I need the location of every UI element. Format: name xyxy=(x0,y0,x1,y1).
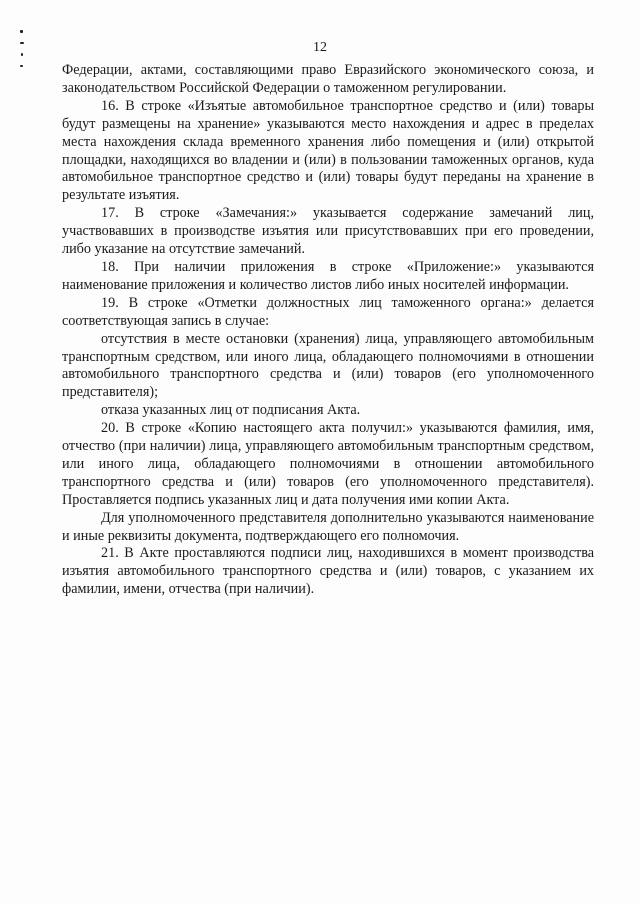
paragraph-item-16: 16. В строке «Изъятые автомобильное транспортное средство и (или) товары будут размещены на хранение» указываются место нахождения и адрес в пределах места нахождения склада временного хранения либо помещения и (или) открытой площадки, находящихся во владении и (или) в пользовании таможенных органов, куда автомобильное транспортное средство и (или) товары будут переданы на хранение в результате изъятия. xyxy=(62,97,594,204)
paragraph-representative: Для уполномоченного представителя дополнительно указываются наименование и иные реквизиты документа, подтверждающего его полномочия. xyxy=(62,509,594,544)
page-number: 12 xyxy=(313,40,327,55)
document-body xyxy=(62,62,594,599)
paragraph-item-21: 21. В Акте проставляются подписи лиц, находившихся в момент производства изъятия автомобильного транспортного средства и (или) товаров, с указанием их фамилии, имени, отчества (при наличии). xyxy=(62,545,594,598)
paragraph-case-absence: отсутствия в месте остановки (хранения) лица, управляющего автомобильным транспортным средством, или иного лица, обладающего полномочиями в отношении автомобильного транспортного средства и (или) товаров (его уполномоченного представителя); xyxy=(62,330,594,401)
paragraph-item-17: 17. В строке «Замечания:» указывается содержание замечаний лиц, участвовавших в производстве изъятия или присутствовавших при его проведении, либо указание на отсутствие замечаний. xyxy=(62,205,594,258)
paragraph-item-20: 20. В строке «Копию настоящего акта получил:» указываются фамилия, имя, отчество (при наличии) лица, управляющего автомобильным транспортным средством, или иного лица, обладающего полномочиями в отношении автомобильного транспортного средства и (или) товаров (его уполномоченного представителя). Проставляется подпись указанных лиц и дата получения ими копии Акта. xyxy=(62,420,594,508)
paragraph-continuation: Федерации, актами, составляющими право Евразийского экономического союза, и законодательством Российской Федерации о таможенном регулировании. xyxy=(62,62,594,96)
paragraph-item-18: 18. При наличии приложения в строке «Приложение:» указываются наименование приложения и количество листов либо иных носителей информации. xyxy=(62,258,594,293)
paragraph-item-19: 19. В строке «Отметки должностных лиц таможенного органа:» делается соответствующая запись в случае: xyxy=(62,294,594,329)
paragraph-case-refusal: отказа указанных лиц от подписания Акта. xyxy=(101,402,361,419)
